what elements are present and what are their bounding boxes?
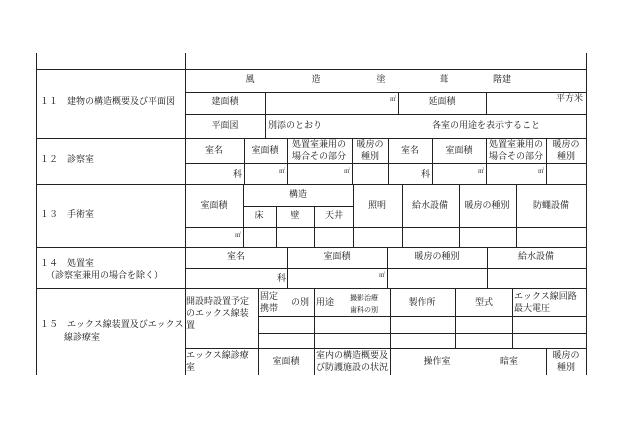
rule-15-v3 xyxy=(390,288,391,375)
rule-12-a xyxy=(185,163,586,164)
rule-13-v4 xyxy=(353,184,354,247)
rule-12-v5 xyxy=(432,138,433,184)
section-14-label-1: １４ 処置室 xyxy=(40,259,95,269)
treatment-room-name-header: 室名 xyxy=(226,252,246,262)
rule-15-a xyxy=(258,316,586,317)
xray-schedule-1: 開設時設置予定 xyxy=(186,297,250,307)
treatment-area-unit: ㎡ xyxy=(379,272,386,279)
rule-12-v1 xyxy=(244,138,245,184)
xray-heating-1: 暖房の xyxy=(552,351,580,361)
xray-heating-2: 種別 xyxy=(556,363,576,373)
xray-darkroom-header: 暗室 xyxy=(499,357,519,367)
exam-room-name-header: 室名 xyxy=(204,146,224,156)
xray-schedule-2: のエックス線装 xyxy=(186,309,249,319)
rule-11-b xyxy=(185,114,586,115)
exam-area-unit-4: ㎡ xyxy=(538,168,545,175)
surgery-heating-header: 暖房の種別 xyxy=(464,201,510,211)
building-area-unit: ㎡ xyxy=(390,96,397,103)
exam-room-area-header: 室面積 xyxy=(251,146,279,156)
surgery-room-area-header: 室面積 xyxy=(200,201,228,211)
exam-room-name-header-2: 室名 xyxy=(400,146,420,156)
section-11-label: １１ 建物の構造概要及び平面図 xyxy=(40,97,176,107)
plan-value: 別添のとおり xyxy=(268,121,323,131)
exam-shared-header-1: 処置室兼用の xyxy=(291,140,347,150)
section-12-label: １２ 診察室 xyxy=(40,155,95,165)
xray-room-area-header: 室面積 xyxy=(272,357,300,367)
rule-15-v6 xyxy=(546,348,547,375)
rule-11-v1 xyxy=(265,92,266,138)
rule-15-v1 xyxy=(258,288,259,375)
rule-12-v6 xyxy=(486,138,487,184)
section-15-label-2: 線診療室 xyxy=(64,333,101,343)
surgery-ceiling-header: 天井 xyxy=(324,211,344,221)
structure-fuki: 葺 xyxy=(439,75,449,85)
xray-interior-2: び防護施設の状況 xyxy=(316,363,389,373)
rule-13-v5 xyxy=(402,184,403,247)
rule-15-v2 xyxy=(314,288,315,375)
plan-label: 平面図 xyxy=(211,121,239,131)
xray-control-room-header: 操作室 xyxy=(423,357,451,367)
rule-15-v4 xyxy=(455,288,456,348)
surgery-wall-header: 壁 xyxy=(290,211,300,221)
exam-dept-1: 科 xyxy=(233,170,243,180)
xray-fixed-1: 固定 xyxy=(260,292,279,302)
treatment-dept: 科 xyxy=(277,274,287,284)
exam-area-unit-3: ㎡ xyxy=(478,168,485,175)
building-area-label: 建面積 xyxy=(211,97,239,107)
structure-fu: 風 xyxy=(245,75,255,85)
xray-voltage-2: 最大電圧 xyxy=(514,304,551,314)
exam-heating-header-1: 暖房の xyxy=(356,140,384,150)
exam-room-area-header-2: 室面積 xyxy=(445,146,473,156)
exam-dept-2: 科 xyxy=(421,170,431,180)
rule-15-v5 xyxy=(512,288,513,348)
xray-schedule-3: 置 xyxy=(186,321,196,331)
rule-13-a xyxy=(243,206,353,207)
exam-area-unit-1: ㎡ xyxy=(279,168,286,175)
surgery-floor-header: 床 xyxy=(254,211,264,221)
exam-shared-header-2a: 処置室兼用の xyxy=(488,140,544,150)
rule-14-v1 xyxy=(287,247,288,288)
rule-11-v3 xyxy=(486,92,487,114)
xray-usage: 用途 xyxy=(316,298,335,308)
plan-note: 各室の用途を表示すること xyxy=(432,121,541,131)
exam-heating-header-2: 種別 xyxy=(360,152,380,162)
xray-usage-option-2: 歯科の別 xyxy=(350,306,378,314)
structure-zo: 造 xyxy=(311,75,321,85)
rule-top xyxy=(36,69,586,70)
exam-shared-header-2: 場合その部分 xyxy=(291,152,347,162)
rule-14-a xyxy=(185,268,586,269)
rule-13-bottom xyxy=(36,247,586,248)
rule-13-v3 xyxy=(314,206,315,247)
section-13-label: １３ 手術室 xyxy=(40,210,95,220)
surgery-structure-header: 構造 xyxy=(288,190,308,200)
floor-area-label: 延面積 xyxy=(428,97,456,107)
rule-11-v2 xyxy=(398,92,399,114)
exam-heating-header-2a: 暖房の xyxy=(552,140,580,150)
rule-right xyxy=(586,53,587,375)
rule-15-c xyxy=(185,348,586,349)
surgery-area-unit: ㎡ xyxy=(235,232,242,239)
xray-maker-header: 製作所 xyxy=(408,298,436,308)
treatment-water-header: 給水設備 xyxy=(517,252,555,262)
surgery-water-header: 給水設備 xyxy=(411,201,449,211)
xray-voltage-1: エックス線回路 xyxy=(514,292,577,302)
structure-floors: 階建 xyxy=(492,75,512,85)
xray-usage-option-1: 撮影治療 xyxy=(350,294,378,302)
rule-13-b xyxy=(185,227,586,228)
xray-model-header: 型式 xyxy=(474,298,494,308)
rule-14-bottom xyxy=(36,288,586,289)
xray-fixed-2: 携帯 xyxy=(260,304,279,314)
surgery-lighting-header: 照明 xyxy=(367,201,387,211)
xray-room-2: 室 xyxy=(186,363,196,373)
rule-11-bottom xyxy=(36,138,586,139)
rule-12-v4 xyxy=(388,138,389,184)
floor-area-unit: 平方米 xyxy=(556,94,584,104)
rule-left xyxy=(36,53,37,375)
treatment-heating-header: 暖房の種別 xyxy=(414,252,460,262)
rule-12-v3 xyxy=(352,138,353,184)
xray-room-1: エックス線診療 xyxy=(186,351,249,361)
treatment-room-area-header: 室面積 xyxy=(323,252,351,262)
xray-interior-1: 室内の構造概要及 xyxy=(316,351,389,361)
rule-12-bottom xyxy=(36,184,586,185)
rule-13-v1 xyxy=(243,184,244,247)
structure-nuri: 塗 xyxy=(376,75,386,85)
rule-11-a xyxy=(185,92,586,93)
rule-15-b xyxy=(258,333,586,334)
rule-14-v3 xyxy=(487,247,488,288)
section-15-label-1: １５ エックス線装置及びエックス xyxy=(40,320,184,330)
rule-12-v2 xyxy=(287,138,288,184)
section-14-label-2: （診察室兼用の場合を除く） xyxy=(46,271,164,281)
rule-13-v2 xyxy=(276,206,277,247)
exam-area-unit-2: ㎡ xyxy=(344,168,351,175)
xray-betsu: の別 xyxy=(291,298,310,308)
rule-13-v7 xyxy=(516,184,517,247)
rule-12-v7 xyxy=(546,138,547,184)
exam-shared-header-2b: 場合その部分 xyxy=(488,152,544,162)
rule-13-v6 xyxy=(459,184,460,247)
exam-heating-header-2b: 種別 xyxy=(556,152,576,162)
surgery-fly-screen-header: 防蠅設備 xyxy=(532,201,570,211)
rule-14-v2 xyxy=(387,247,388,288)
